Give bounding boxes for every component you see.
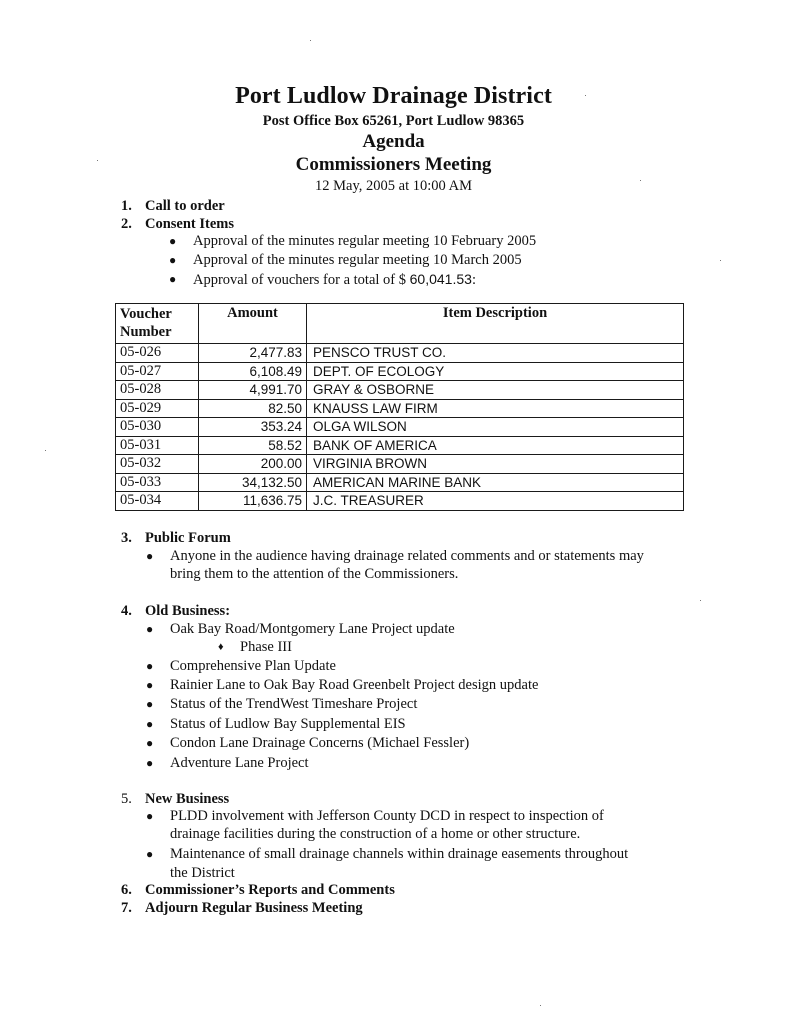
bullet-icon: ● — [169, 253, 177, 267]
table-header-row — [116, 304, 684, 344]
new-business-bullet — [146, 808, 604, 825]
voucher-description: GRAY & OSBORNE — [307, 381, 684, 400]
meeting-heading: Commissioners Meeting — [295, 154, 492, 175]
voucher-number: 05-034 — [116, 492, 199, 511]
agenda-item-consent-items — [121, 216, 234, 233]
bullet-text: Approval of the minutes regular meeting 10 February 2005 — [193, 233, 537, 249]
scan-speck — [640, 180, 641, 181]
item-label: Adjourn Regular Business Meeting — [145, 900, 363, 916]
bullet-text: Anyone in the audience having drainage related comments and or statements may — [170, 548, 644, 564]
voucher-amount: 58.52 — [199, 436, 307, 455]
bullet-text: Rainier Lane to Oak Bay Road Greenbelt Project design update — [170, 677, 539, 693]
item-label: Old Business: — [145, 603, 231, 619]
public-forum-bullet-continuation — [170, 566, 458, 583]
table-row — [116, 455, 684, 474]
voucher-table — [115, 303, 684, 511]
bullet-icon: ● — [146, 549, 154, 563]
old-business-bullet — [146, 755, 309, 772]
old-business-bullet — [146, 716, 406, 733]
column-header-voucher-number: Voucher Number — [116, 304, 199, 344]
voucher-number: 05-030 — [116, 418, 199, 437]
district-title: Port Ludlow Drainage District — [235, 83, 552, 109]
consent-bullet-feb-minutes — [169, 233, 537, 250]
new-business-bullet-continuation — [170, 865, 235, 882]
agenda-item-old-business — [121, 603, 230, 620]
table-row — [116, 344, 684, 363]
bullet-icon: ● — [146, 847, 154, 861]
bullet-text: Adventure Lane Project — [170, 755, 309, 771]
scan-speck — [45, 450, 46, 451]
voucher-total-suffix: : — [471, 272, 476, 288]
table-row — [116, 473, 684, 492]
new-business-bullet-continuation — [170, 826, 580, 843]
bullet-icon: ● — [146, 756, 154, 770]
bullet-icon: ● — [146, 697, 154, 711]
item-label: Call to order — [145, 198, 225, 214]
voucher-number: 05-033 — [116, 473, 199, 492]
meeting-date: 12 May, 2005 at 10:00 AM — [315, 178, 472, 194]
bullet-text: Comprehensive Plan Update — [170, 658, 336, 674]
bullet-icon: ● — [146, 717, 154, 731]
bullet-text: Status of the TrendWest Timeshare Project — [170, 696, 418, 712]
table-row — [116, 399, 684, 418]
item-number: 6. — [121, 882, 132, 898]
item-number: 4. — [121, 603, 132, 619]
item-label: Commissioner’s Reports and Comments — [145, 882, 395, 898]
voucher-amount: 6,108.49 — [199, 362, 307, 381]
district-address: Post Office Box 65261, Port Ludlow 98365 — [262, 113, 525, 129]
bullet-icon: ● — [169, 234, 177, 248]
item-number: 7. — [121, 900, 132, 916]
table-row — [116, 381, 684, 400]
bullet-text: Status of Ludlow Bay Supplemental EIS — [170, 716, 406, 732]
voucher-description: AMERICAN MARINE BANK — [307, 473, 684, 492]
bullet-text: Maintenance of small drainage channels within drainage easements throughout — [170, 846, 629, 862]
scan-speck — [720, 260, 721, 261]
bullet-text: Approval of the minutes regular meeting 10 March 2005 — [193, 252, 522, 268]
scan-speck — [585, 95, 586, 96]
voucher-number: 05-029 — [116, 399, 199, 418]
voucher-amount: 200.00 — [199, 455, 307, 474]
voucher-amount: 353.24 — [199, 418, 307, 437]
bullet-icon: ● — [146, 809, 154, 823]
voucher-number: 05-031 — [116, 436, 199, 455]
voucher-description: KNAUSS LAW FIRM — [307, 399, 684, 418]
voucher-description: J.C. TREASURER — [307, 492, 684, 511]
consent-bullet-mar-minutes — [169, 252, 522, 269]
voucher-amount: 34,132.50 — [199, 473, 307, 492]
agenda-item-commissioner-reports — [121, 882, 395, 899]
public-forum-bullet — [146, 548, 644, 565]
column-header-amount: Amount — [199, 304, 307, 344]
voucher-description: DEPT. OF ECOLOGY — [307, 362, 684, 381]
diamond-bullet-icon: ♦ — [218, 641, 224, 653]
bullet-icon: ● — [146, 736, 154, 750]
scan-speck — [540, 1005, 541, 1006]
voucher-amount: 4,991.70 — [199, 381, 307, 400]
voucher-number: 05-032 — [116, 455, 199, 474]
old-business-bullet — [146, 696, 418, 713]
old-business-bullet — [146, 658, 336, 675]
voucher-amount: 82.50 — [199, 399, 307, 418]
bullet-icon: ● — [146, 678, 154, 692]
table-row — [116, 492, 684, 511]
bullet-icon: ● — [169, 272, 177, 286]
bullet-icon: ● — [146, 622, 154, 636]
bullet-text: Oak Bay Road/Montgomery Lane Project update — [170, 621, 455, 637]
table-row — [116, 436, 684, 455]
item-number: 5. — [121, 791, 132, 807]
bullet-text: Phase III — [240, 639, 292, 655]
bullet-text: drainage facilities during the construction of a home or other structure. — [170, 826, 581, 842]
item-label: Public Forum — [145, 530, 231, 546]
item-number: 3. — [121, 530, 132, 546]
bullet-text: the District — [170, 865, 235, 881]
old-business-bullet — [146, 621, 455, 638]
bullet-text: PLDD involvement with Jefferson County DCD in respect to inspection of — [170, 808, 604, 824]
bullet-icon: ● — [146, 659, 154, 673]
voucher-description: BANK OF AMERICA — [307, 436, 684, 455]
voucher-total-prefix: Approval of vouchers for a total of $ — [193, 272, 410, 288]
table-row — [116, 362, 684, 381]
item-label: Consent Items — [145, 216, 235, 232]
voucher-description: VIRGINIA BROWN — [307, 455, 684, 474]
scan-speck — [700, 600, 701, 601]
table-row — [116, 418, 684, 437]
scan-speck — [97, 160, 98, 161]
voucher-amount: 11,636.75 — [199, 492, 307, 511]
bullet-text: bring them to the attention of the Commissioners. — [170, 566, 459, 582]
voucher-number: 05-027 — [116, 362, 199, 381]
voucher-description: PENSCO TRUST CO. — [307, 344, 684, 363]
voucher-amount: 2,477.83 — [199, 344, 307, 363]
voucher-description: OLGA WILSON — [307, 418, 684, 437]
voucher-number: 05-026 — [116, 344, 199, 363]
voucher-number: 05-028 — [116, 381, 199, 400]
column-header-item-description: Item Description — [307, 304, 684, 344]
scan-speck — [310, 40, 311, 41]
new-business-bullet — [146, 846, 629, 863]
consent-bullet-vouchers — [169, 271, 476, 289]
item-label: New Business — [145, 791, 230, 807]
agenda-item-public-forum — [121, 530, 231, 547]
agenda-item-adjourn — [121, 900, 363, 917]
agenda-item-new-business — [121, 791, 229, 808]
item-number: 2. — [121, 216, 132, 232]
old-business-bullet — [146, 677, 539, 694]
voucher-total-amount: 60,041.53 — [409, 271, 472, 287]
bullet-text: Condon Lane Drainage Concerns (Michael Fessler) — [170, 735, 470, 751]
document-type-heading: Agenda — [362, 131, 425, 152]
agenda-item-call-to-order — [121, 198, 225, 215]
old-business-sub-bullet — [218, 639, 292, 656]
old-business-bullet — [146, 735, 470, 752]
item-number: 1. — [121, 198, 132, 214]
